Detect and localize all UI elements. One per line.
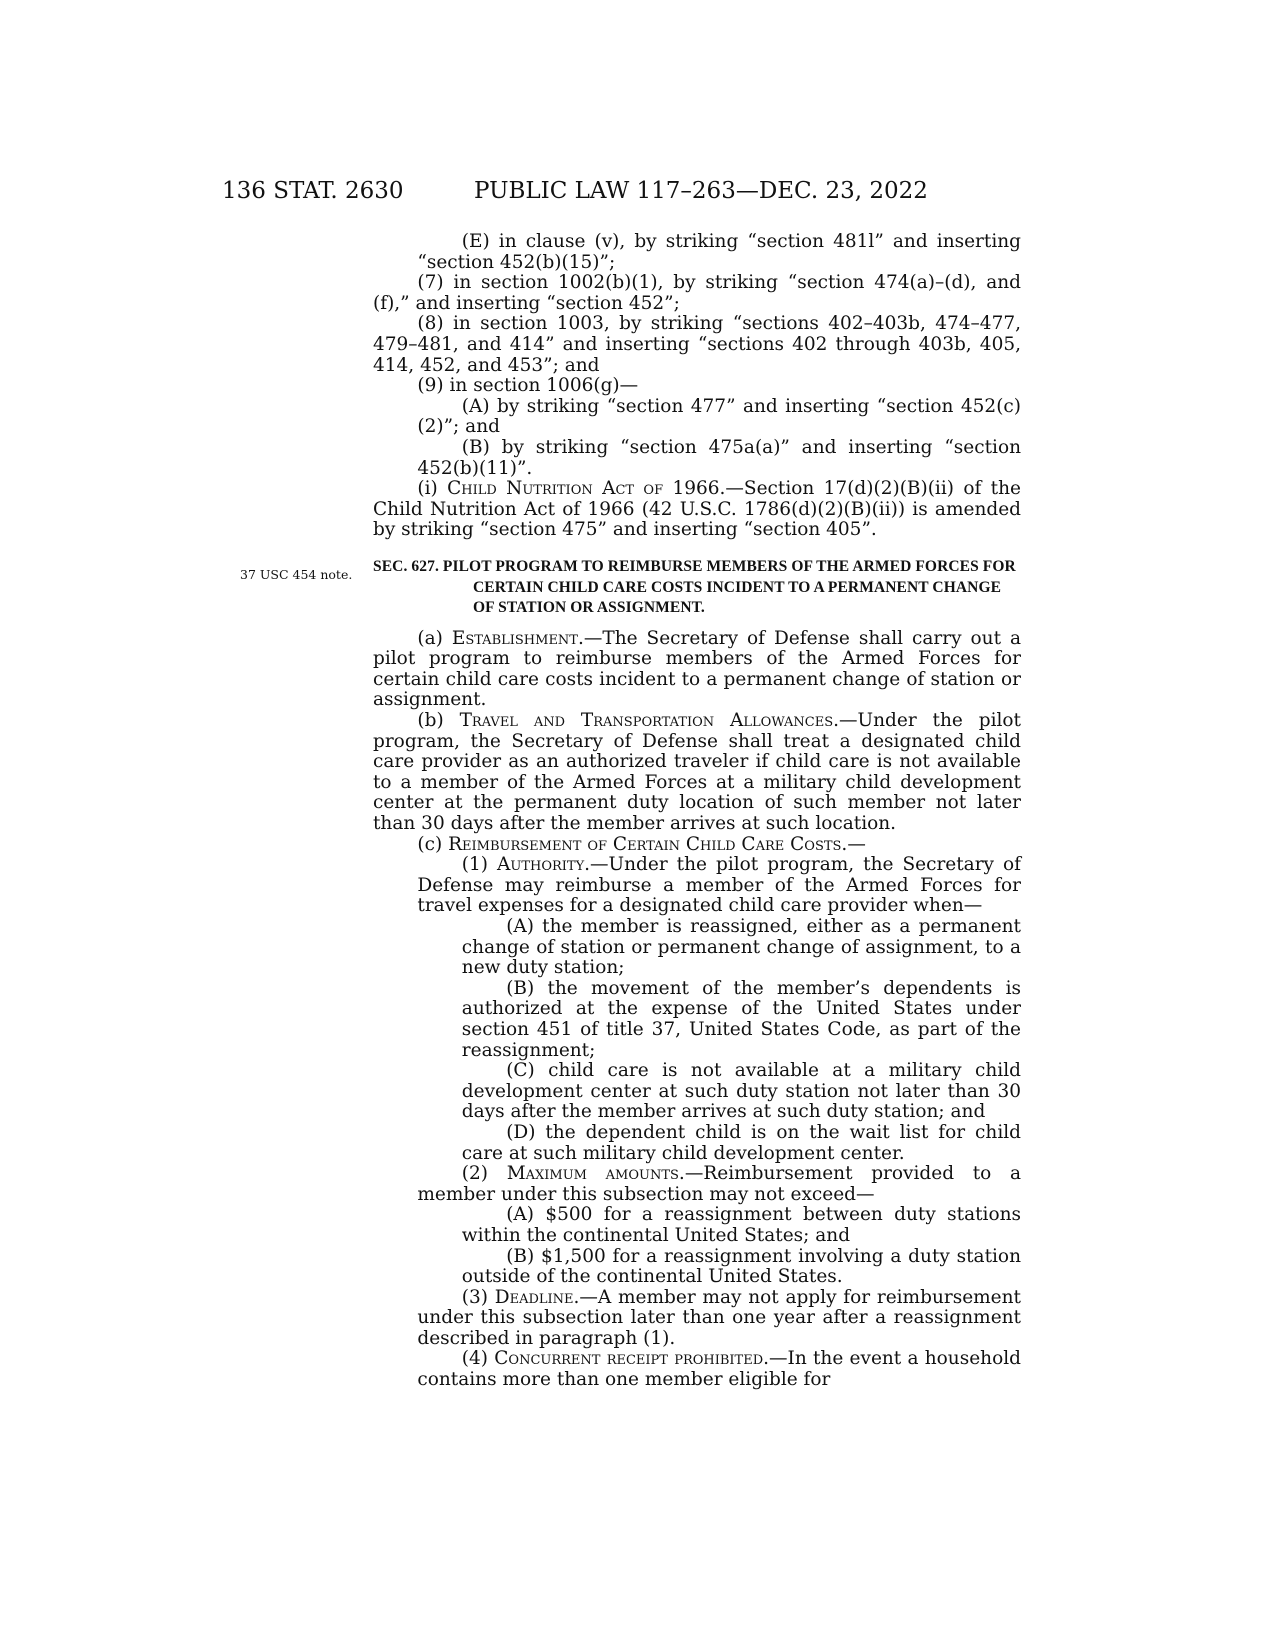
paragraph-9: (9) in section 1006(g)— xyxy=(417,375,639,397)
subsection-i-label: (i) xyxy=(417,478,438,500)
subsection-b-text: —Under the pilot program, the Secretary of Defense shall treat a designated child care provider as an authorized traveler if child care is not available to a member of the Armed Forces at a military child development center at the permanent duty location of such member not later than 30 days after the member arrives at such location. xyxy=(373,710,1021,835)
paragraph-c4-text: —In the event a household contains more than one member eligible for xyxy=(417,1348,1021,1391)
subparagraph-c1D: (D) the dependent child is on the wait list for child care at such military child development center. xyxy=(461,1121,1021,1164)
page-stat-citation: 136 STAT. 2630 xyxy=(222,178,404,204)
subsection-c-label: (c) xyxy=(417,833,443,855)
subsection-c xyxy=(373,835,1021,856)
subsection-a-heading: Establishment. xyxy=(451,627,584,649)
paragraph-c2 xyxy=(373,1164,1021,1205)
subsection-i xyxy=(373,479,1021,541)
paragraph-9B: (B) by striking “section 475a(a)” and inserting “section 452(b)(11)”. xyxy=(417,436,1021,479)
subparagraph-c2B: (B) $1,500 for a reassignment involving a duty station outside of the continental United States. xyxy=(461,1245,1021,1288)
paragraph-c2-text: —Reimbursement provided to a member under this subsection may not exceed— xyxy=(417,1163,1021,1205)
margin-note: 37 USC 454 note. xyxy=(240,567,353,582)
subsection-a-text: —The Secretary of Defense shall carry out a pilot program to reimburse members of the Armed Forces for certain child care costs incident to a permanent change of station or assignment. xyxy=(373,627,1021,711)
paragraph-8: (8) in section 1003, by striking “sections 402–403b, 474–477, 479–481, and 414” and inserting “sections 402 through 403b, 405, 414, 452, and 453”; and xyxy=(373,313,1021,376)
paragraph-c2-heading: Maximum amounts. xyxy=(506,1163,685,1185)
subparagraph-c2A: (A) $500 for a reassignment between duty stations within the continental United States; and xyxy=(461,1204,1021,1246)
subsection-b xyxy=(373,711,1021,835)
paragraph-c3-text: —A member may not apply for reimbursement under this subsection later than one year after a reassignment described in paragraph (1). xyxy=(417,1286,1021,1349)
paragraph-c1-heading: Authority. xyxy=(497,854,591,876)
subparagraph-c1C: (C) child care is not available at a military child development center at such duty station not later than 30 days after the member arrives at such duty station; and xyxy=(461,1060,1021,1123)
subparagraph-c1B: (B) the movement of the member’s dependents is authorized at the expense of the United States under section 451 of title 37, United States Code, as part of the reassignment; xyxy=(461,977,1021,1061)
paragraph-c4-label: (4) xyxy=(461,1348,488,1370)
paragraph-9A: (A) by striking “section 477” and inserting “section 452(c)(2)”; and xyxy=(417,395,1021,438)
paragraph-c4-heading: Concurrent receipt prohibited. xyxy=(494,1348,770,1370)
paragraph-c1 xyxy=(373,855,1021,917)
paragraph-c1-text: —Under the pilot program, the Secretary of Defense may reimburse a member of the Armed Forces for travel expenses for a designated child care provider when— xyxy=(417,854,1021,917)
page-header-title: PUBLIC LAW 117–263—DEC. 23, 2022 xyxy=(474,178,928,204)
section-heading: SEC. 627. PILOT PROGRAM TO REIMBURSE MEMBERS OF THE ARMED FORCES FOR CERTAIN CHILD CARE COSTS INCIDENT TO A PERMANENT CHANGE OF STATION OR ASSIGNMENT. xyxy=(373,557,1016,617)
subsection-b-label: (b) xyxy=(417,710,444,732)
paragraph-c2-label: (2) xyxy=(461,1163,488,1185)
paragraph-7: (7) in section 1002(b)(1), by striking “section 474(a)–(d), and (f),” and inserting “section 452”; xyxy=(373,272,1021,314)
subsection-a xyxy=(373,629,1021,711)
subsection-i-heading: Child Nutrition Act of 1966. xyxy=(447,478,726,500)
subparagraph-c1A: (A) the member is reassigned, either as a permanent change of station or permanent change of assignment, to a new duty station; xyxy=(461,916,1021,979)
paragraph-c3-heading: Deadline. xyxy=(494,1286,580,1308)
paragraph-c4 xyxy=(373,1349,1021,1390)
paragraph-6E: (E) in clause (v), by striking “section 481l” and inserting “section 452(b)(15)”; xyxy=(417,231,1021,273)
paragraph-c3 xyxy=(373,1288,1021,1350)
document-body xyxy=(373,232,1021,1391)
subsection-c-heading: Reimbursement of Certain Child Care Costs. xyxy=(448,833,848,855)
subsection-b-heading: Travel and Transportation Allowances. xyxy=(459,710,840,732)
paragraph-c3-label: (3) xyxy=(461,1286,488,1308)
subsection-a-label: (a) xyxy=(417,627,443,649)
subsection-c-dash: — xyxy=(847,833,866,855)
paragraph-c1-label: (1) xyxy=(461,854,488,876)
subsection-i-text: —Section 17(d)(2)(B)(ii) of the Child Nutrition Act of 1966 (42 U.S.C. 1786(d)(2)(B)(ii)) is amended by striking “section 475” and inserting “section 405”. xyxy=(373,478,1021,541)
